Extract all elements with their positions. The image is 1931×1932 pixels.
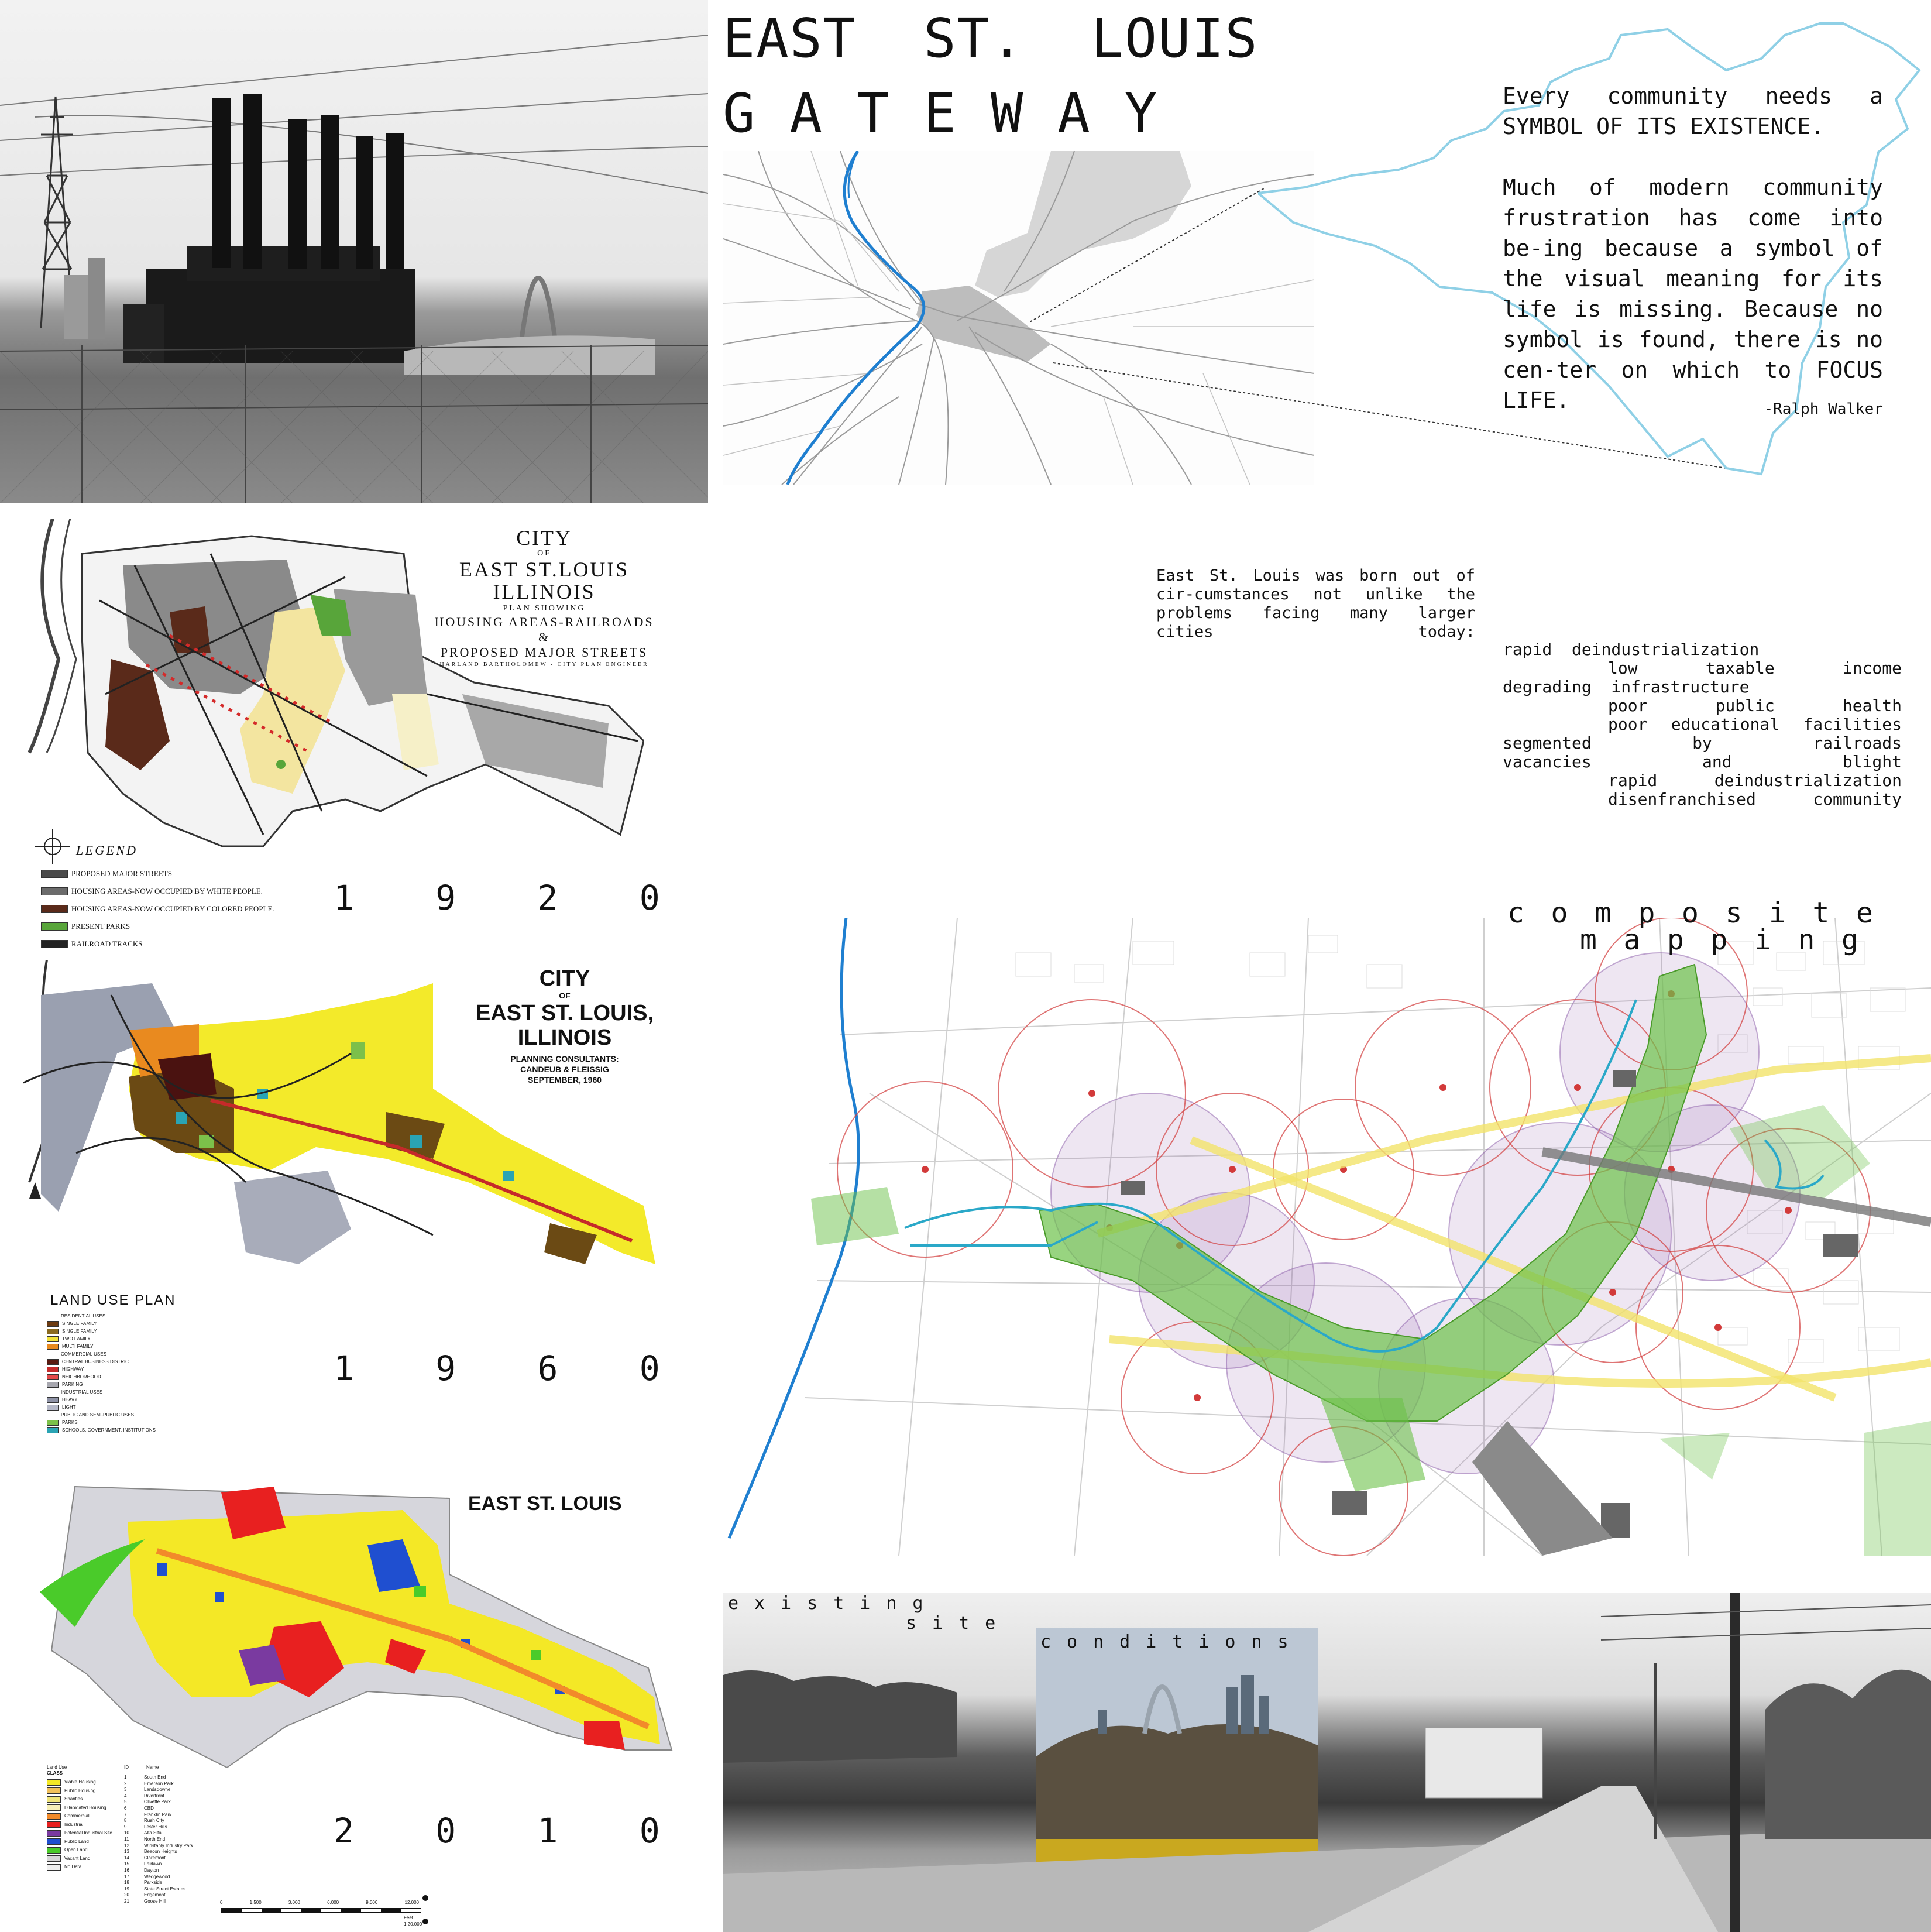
legend-2010-swatch [47, 1830, 61, 1837]
neighborhood-row [124, 1818, 193, 1824]
legend-2010-label: Public Housing [64, 1787, 96, 1793]
title-line-1: EAST ST. LOUIS [723, 7, 1259, 70]
site-heading-2: site [906, 1613, 1012, 1634]
legend-2010-item [47, 1846, 112, 1855]
year-2010: 2 0 1 0 [334, 1811, 690, 1851]
neighborhood-id: 17 [124, 1873, 129, 1879]
neighborhood-row [124, 1824, 193, 1831]
problem-list [1503, 640, 1902, 809]
map-2010-neighborhood-list [124, 1775, 193, 1904]
scale-dot-icon [422, 1919, 428, 1924]
legend-2010-swatch [47, 1779, 61, 1786]
problem-item: rapid deindustrialization [1503, 640, 1760, 659]
problem-word: deindustrialization [1714, 771, 1902, 790]
legend-1960-label: SINGLE FAMILY [62, 1329, 97, 1334]
legend-2010-item [47, 1812, 112, 1821]
legend-1960-item [47, 1381, 181, 1388]
neighborhood-name: Rush City [144, 1818, 164, 1824]
quote-paragraph-1: Every community needs a SYMBOL OF ITS EXISTENCE. [1503, 83, 1883, 139]
legend-1960-label: PUBLIC AND SEMI-PUBLIC USES [61, 1412, 134, 1418]
neighborhood-row [124, 1868, 193, 1874]
neighborhood-id: 7 [124, 1811, 127, 1817]
legend-2010-swatch [47, 1813, 61, 1820]
power-plant-illustration [0, 0, 708, 503]
legend-1920-item [41, 865, 274, 883]
neighborhood-id: 20 [124, 1892, 129, 1898]
year-1960: 1 9 6 0 [334, 1348, 690, 1388]
legend-1960-label: TWO FAMILY [62, 1336, 91, 1341]
legend-1920-item [41, 900, 274, 918]
neighborhood-id: 10 [124, 1830, 129, 1836]
problem-word: taxable [1705, 658, 1775, 678]
legend-2010-swatch [47, 1821, 61, 1828]
legend-1960-item [47, 1396, 181, 1403]
legend-1960-label: RESIDENTIAL USES [61, 1313, 106, 1319]
legend-1960-item [47, 1335, 181, 1343]
neighborhood-name: Beacon Heights [144, 1849, 177, 1855]
map-2010-title: EAST ST. LOUIS [468, 1492, 622, 1515]
legend-2010-item [47, 1795, 112, 1804]
neighborhood-row [124, 1799, 193, 1806]
legend-2010-label: Vacant Land [64, 1855, 91, 1861]
legend-1960-swatch [47, 1405, 59, 1411]
neighborhood-name: Edgemont [144, 1892, 166, 1898]
problem-word: vacancies [1503, 752, 1592, 771]
legend-1960-swatch [47, 1413, 57, 1418]
map-1920-title: CITY OF EAST ST.LOUIS ILLINOIS PLAN SHOWING HOUSING AREAS-RAILROADS & PROPOSED MAJOR STREETS HARLAND BARTHOLOMEW - CITY PLAN ENGINEER [434, 526, 654, 668]
legend-1960-item [47, 1320, 181, 1327]
problem-word: poor [1608, 696, 1648, 715]
gateway-arch [521, 278, 556, 345]
legend-1960-label: NEIGHBORHOOD [62, 1374, 101, 1379]
composite-heading-2: mapping [1580, 924, 1885, 956]
site-heading-3: conditions [1040, 1632, 1304, 1652]
legend-2010-swatch [47, 1796, 61, 1803]
site-conditions-photo [723, 1593, 1931, 1932]
neighborhood-name: Landsdowne [144, 1787, 171, 1793]
neighborhood-row [124, 1775, 193, 1781]
legend-1920-item [41, 918, 274, 935]
legend-1960-item [47, 1388, 181, 1396]
neighborhood-row [124, 1793, 193, 1800]
legend-1920-item [41, 883, 274, 900]
map-2010-landuse-header: Land Use CLASS [47, 1765, 67, 1776]
legend-1960-item [47, 1327, 181, 1335]
legend-2010-item [47, 1838, 112, 1847]
scale-label: 6,000 [327, 1900, 339, 1905]
legend-1960-swatch [47, 1352, 57, 1357]
neighborhood-id: 4 [124, 1793, 127, 1799]
scale-ratio: 1:20,000 [404, 1921, 422, 1927]
legend-1960-label: HEAVY [62, 1397, 78, 1402]
scale-label: 1,500 [249, 1900, 262, 1905]
problem-word: community [1813, 790, 1902, 809]
problem-item: degrading infrastructure [1503, 677, 1750, 696]
legend-1960-item [47, 1426, 181, 1434]
legend-2010-label: Dilapidated Housing [64, 1804, 106, 1810]
neighborhood-id: 21 [124, 1898, 129, 1904]
legend-1920-label: PRESENT PARKS [71, 922, 130, 931]
scale-label: 12,000 [404, 1900, 419, 1905]
problem-item [1503, 753, 1902, 771]
neighborhood-row [124, 1806, 193, 1812]
neighborhood-name: Dayton [144, 1867, 159, 1873]
legend-1960-swatch [47, 1420, 59, 1426]
neighborhood-id: 19 [124, 1886, 129, 1892]
scale-unit: Feet [404, 1915, 414, 1920]
scale-label: 9,000 [366, 1900, 378, 1905]
problem-word: and [1702, 752, 1732, 771]
legend-1960-label: HIGHWAY [62, 1367, 84, 1372]
legend-2010-label: Potential Industrial Site [64, 1830, 112, 1835]
composite-map [723, 918, 1931, 1556]
neighborhood-row [124, 1781, 193, 1787]
problem-word: disenfranchised [1608, 790, 1756, 809]
legend-1920-swatch [41, 922, 68, 931]
legend-1960-swatch [47, 1374, 59, 1380]
title-line-2: G A T E W A Y [723, 82, 1158, 145]
map-1920-legend [41, 865, 274, 953]
neighborhood-id: 5 [124, 1799, 127, 1805]
problem-word: low [1608, 658, 1638, 678]
problem-word: poor [1608, 715, 1648, 734]
neighborhood-name: Goose Hill [144, 1898, 166, 1904]
neighborhood-row [124, 1899, 193, 1905]
problem-item [1608, 790, 1902, 809]
legend-2010-item [47, 1855, 112, 1864]
legend-1960-item [47, 1403, 181, 1411]
problem-word: railroads [1813, 733, 1902, 753]
legend-1960-label: COMMERCIAL USES [61, 1351, 106, 1357]
legend-2010-swatch [47, 1787, 61, 1794]
legend-2010-swatch [47, 1804, 61, 1811]
map-1920-legend-title: LEGEND [76, 843, 138, 857]
neighborhood-id: 15 [124, 1861, 129, 1867]
map-1960-legend [47, 1312, 181, 1434]
neighborhood-id: 3 [124, 1787, 127, 1793]
neighborhood-name: North End [144, 1836, 166, 1842]
legend-1960-swatch [47, 1427, 59, 1433]
site-conditions-illustration [723, 1593, 1931, 1932]
neighborhood-id: 2 [124, 1780, 127, 1786]
legend-1960-item [47, 1358, 181, 1365]
legend-1920-label: HOUSING AREAS-NOW OCCUPIED BY WHITE PEOPLE. [71, 887, 263, 895]
legend-2010-swatch [47, 1855, 61, 1862]
legend-1960-item [47, 1373, 181, 1381]
legend-2010-label: No Data [64, 1864, 82, 1869]
neighborhood-id: 12 [124, 1842, 129, 1848]
quote-paragraph-2: Much of modern community frustration has come into be-ing because a symbol of the visual meaning for its life is missing. Because no symbol is found, there is no cen-ter on which to FOCUS LIFE. [1503, 174, 1883, 413]
legend-1920-label: RAILROAD TRACKS [71, 939, 143, 948]
legend-2010-label: Public Land [64, 1838, 89, 1844]
legend-1960-item [47, 1350, 181, 1358]
neighborhood-row [124, 1855, 193, 1862]
power-plant-photo [0, 0, 708, 503]
composite-heading-1: composite [1507, 897, 1900, 929]
neighborhood-name: Alta Sita [144, 1830, 162, 1836]
legend-1960-swatch [47, 1382, 59, 1388]
map-1960-title: CITY OF EAST ST. LOUIS, ILLINOIS PLANNING CONSULTANTS: CANDEUB & FLEISSIG SEPTEMBER, 1960 [475, 966, 654, 1085]
problem-item [1608, 696, 1902, 715]
legend-1920-swatch [41, 905, 68, 913]
scale-label: 0 [220, 1900, 223, 1905]
legend-1920-label: HOUSING AREAS-NOW OCCUPIED BY COLORED PEOPLE. [71, 904, 274, 913]
quote-block [1503, 81, 1883, 446]
neighborhood-row [124, 1837, 193, 1843]
legend-1960-swatch [47, 1390, 57, 1395]
legend-1960-item [47, 1365, 181, 1373]
quote-author: -Ralph Walker [1764, 400, 1883, 418]
map-2010 [40, 1475, 683, 1803]
problem-word: facilities [1803, 715, 1902, 734]
legend-2010-label: Shanties [64, 1796, 83, 1801]
neighborhood-id: 13 [124, 1849, 129, 1855]
legend-2010-swatch [47, 1838, 61, 1845]
legend-1960-label: INDUSTRIAL USES [61, 1389, 103, 1395]
legend-1920-item [41, 935, 274, 953]
neighborhood-name: State Street Estates [144, 1886, 186, 1892]
legend-1960-label: PARKING [62, 1382, 83, 1387]
neighborhood-row [124, 1880, 193, 1886]
neighborhood-id: 18 [124, 1880, 129, 1886]
scale-labels [220, 1900, 419, 1905]
year-1920: 1 9 2 0 [334, 878, 690, 918]
neighborhood-name: Olivette Park [144, 1799, 171, 1805]
legend-1960-swatch [47, 1314, 57, 1319]
scale-label: 3,000 [288, 1900, 300, 1905]
legend-2010-item [47, 1787, 112, 1796]
problem-item [1503, 734, 1902, 753]
neighborhood-row [124, 1892, 193, 1899]
neighborhood-id: 11 [124, 1836, 129, 1842]
problem-item [1608, 771, 1902, 790]
neighborhood-name: Parkside [144, 1880, 163, 1886]
legend-1960-label: MULTI FAMILY [62, 1344, 94, 1349]
legend-2010-label: Industrial [64, 1821, 84, 1827]
legend-1960-item [47, 1411, 181, 1419]
legend-1960-label: SINGLE FAMILY [62, 1321, 97, 1326]
problem-item [1608, 659, 1902, 678]
site-heading-1: existing [728, 1593, 939, 1614]
legend-2010-item [47, 1821, 112, 1830]
neighborhood-id: 16 [124, 1867, 129, 1873]
neighborhood-row [124, 1849, 193, 1855]
neighborhood-name: Fairlawn [144, 1861, 162, 1867]
legend-1920-swatch [41, 887, 68, 895]
legend-1920-swatch [41, 940, 68, 948]
problem-word: income [1842, 658, 1902, 678]
legend-2010-swatch [47, 1847, 61, 1854]
legend-1960-item [47, 1419, 181, 1426]
problem-item [1608, 715, 1902, 734]
neighborhood-row [124, 1830, 193, 1837]
legend-1960-swatch [47, 1329, 59, 1334]
north-dot-icon [422, 1895, 428, 1901]
problem-word: public [1715, 696, 1775, 715]
neighborhood-id: 1 [124, 1775, 127, 1780]
legend-1960-item [47, 1312, 181, 1320]
legend-1960-swatch [47, 1344, 59, 1350]
map-1960-legend-title: LAND USE PLAN [50, 1292, 176, 1308]
problem-word: segmented [1503, 733, 1592, 753]
legend-1960-swatch [47, 1321, 59, 1327]
legend-2010-item [47, 1778, 112, 1787]
map-2010-neighborhood-header: ID Name [124, 1765, 159, 1770]
legend-1960-label: LIGHT [62, 1405, 76, 1410]
neighborhood-name: CBD [144, 1805, 154, 1811]
problem-word: educational [1671, 715, 1780, 734]
legend-1920-swatch [41, 870, 68, 878]
map-2010-class-legend [47, 1778, 112, 1872]
scale-bar [221, 1908, 421, 1913]
legend-1960-swatch [47, 1336, 59, 1342]
legend-2010-item [47, 1829, 112, 1838]
neighborhood-name: Emerson Park [144, 1780, 174, 1786]
problem-word: by [1692, 733, 1712, 753]
legend-2010-label: Commercial [64, 1813, 90, 1818]
utility-pole [1730, 1593, 1740, 1932]
neighborhood-name: Lester Hills [144, 1824, 167, 1830]
legend-1960-label: CENTRAL BUSINESS DISTRICT [62, 1359, 132, 1364]
neighborhood-id: 9 [124, 1824, 127, 1830]
neighborhood-id: 14 [124, 1855, 129, 1861]
legend-1960-swatch [47, 1367, 59, 1372]
neighborhood-name: Winstanly Industry Park [144, 1842, 194, 1848]
neighborhood-row [124, 1812, 193, 1818]
problem-word: blight [1842, 752, 1902, 771]
neighborhood-name: Claremont [144, 1855, 166, 1861]
legend-1960-swatch [47, 1397, 59, 1403]
neighborhood-id: 8 [124, 1818, 127, 1824]
legend-2010-item [47, 1863, 112, 1872]
neighborhood-row [124, 1874, 193, 1880]
legend-2010-label: Viable Housing [64, 1779, 96, 1785]
problem-word: health [1842, 696, 1902, 715]
neighborhood-row [124, 1861, 193, 1868]
legend-1960-label: PARKS [62, 1420, 78, 1425]
neighborhood-name: Wedgewood [144, 1873, 170, 1879]
neighborhood-name: Riverfront [144, 1793, 164, 1799]
neighborhood-name: South End [144, 1775, 166, 1780]
legend-2010-label: Open Land [64, 1847, 88, 1852]
intro-text: East St. Louis was born out of cir-cumstances not unlike the problems facing many larger cities today: [1156, 567, 1475, 641]
legend-1960-swatch [47, 1359, 59, 1365]
neighborhood-row [124, 1843, 193, 1849]
legend-1960-label: SCHOOLS, GOVERNMENT, INSTITUTIONS [62, 1427, 156, 1433]
legend-2010-item [47, 1804, 112, 1813]
neighborhood-id: 6 [124, 1805, 127, 1811]
neighborhood-row [124, 1886, 193, 1893]
problem-word: rapid [1608, 771, 1658, 790]
neighborhood-name: Franklin Park [144, 1811, 172, 1817]
legend-1920-label: PROPOSED MAJOR STREETS [71, 869, 172, 878]
neighborhood-row [124, 1787, 193, 1793]
legend-1960-item [47, 1343, 181, 1350]
legend-2010-swatch [47, 1864, 61, 1871]
